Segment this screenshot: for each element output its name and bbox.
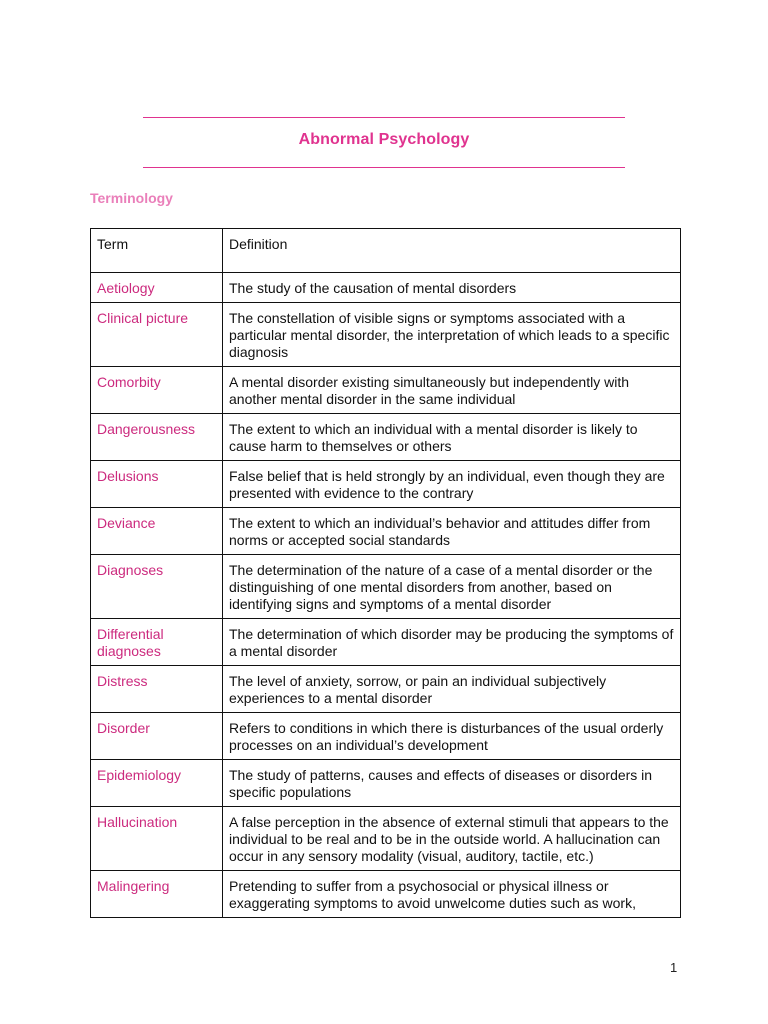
- term-cell: Delusions: [91, 461, 223, 508]
- term-cell: Comorbity: [91, 367, 223, 414]
- header-term: Term: [91, 229, 223, 273]
- definition-cell: The study of patterns, causes and effects of diseases or disorders in specific populations: [223, 760, 681, 807]
- table-row: [91, 760, 681, 807]
- definition-cell: Refers to conditions in which there is disturbances of the usual orderly processes on an individual’s development: [223, 713, 681, 760]
- title-rule-bottom: [143, 167, 625, 168]
- definition-cell: The constellation of visible signs or symptoms associated with a particular mental disorder, the interpretation of which leads to a specific diagnosis: [223, 303, 681, 367]
- definition-cell: The determination of the nature of a case of a mental disorder or the distinguishing of one mental disorders from another, based on identifying signs and symptoms of a mental disorder: [223, 555, 681, 619]
- table-row: [91, 555, 681, 619]
- term-cell: Deviance: [91, 508, 223, 555]
- table-header-row: [91, 229, 681, 273]
- term-cell: Diagnoses: [91, 555, 223, 619]
- term-cell: Hallucination: [91, 807, 223, 871]
- term-cell: Clinical picture: [91, 303, 223, 367]
- table-row: [91, 807, 681, 871]
- definition-cell: The extent to which an individual with a mental disorder is likely to cause harm to themselves or others: [223, 414, 681, 461]
- header-definition: Definition: [223, 229, 681, 273]
- definition-cell: The extent to which an individual’s behavior and attitudes differ from norms or accepted social standards: [223, 508, 681, 555]
- term-cell: Distress: [91, 666, 223, 713]
- term-cell: Differential diagnoses: [91, 619, 223, 666]
- definition-cell: The level of anxiety, sorrow, or pain an individual subjectively experiences to a mental disorder: [223, 666, 681, 713]
- definition-cell: A mental disorder existing simultaneously but independently with another mental disorder in the same individual: [223, 367, 681, 414]
- term-cell: Malingering: [91, 871, 223, 918]
- table-row: [91, 273, 681, 303]
- table-row: [91, 461, 681, 508]
- table-row: [91, 367, 681, 414]
- definition-cell: A false perception in the absence of external stimuli that appears to the individual to be real and to be in the outside world. A hallucination can occur in any sensory modality (visual, auditory, tactile, etc.): [223, 807, 681, 871]
- table-row: [91, 871, 681, 918]
- title-rule-top: [143, 117, 625, 118]
- term-cell: Dangerousness: [91, 414, 223, 461]
- terminology-table: [90, 228, 681, 918]
- page-number: 1: [670, 960, 678, 975]
- table-row: [91, 414, 681, 461]
- term-cell: Epidemiology: [91, 760, 223, 807]
- definition-cell: Pretending to suffer from a psychosocial or physical illness or exaggerating symptoms to avoid unwelcome duties such as work,: [223, 871, 681, 918]
- term-cell: Aetiology: [91, 273, 223, 303]
- table-row: [91, 713, 681, 760]
- term-cell: Disorder: [91, 713, 223, 760]
- document-title: Abnormal Psychology: [298, 131, 470, 148]
- table-row: [91, 619, 681, 666]
- table-row: [91, 303, 681, 367]
- definition-cell: The determination of which disorder may be producing the symptoms of a mental disorder: [223, 619, 681, 666]
- definition-cell: False belief that is held strongly by an individual, even though they are presented with evidence to the contrary: [223, 461, 681, 508]
- table-row: [91, 666, 681, 713]
- table-row: [91, 508, 681, 555]
- definition-cell: The study of the causation of mental disorders: [223, 273, 681, 303]
- section-heading: Terminology: [90, 190, 173, 206]
